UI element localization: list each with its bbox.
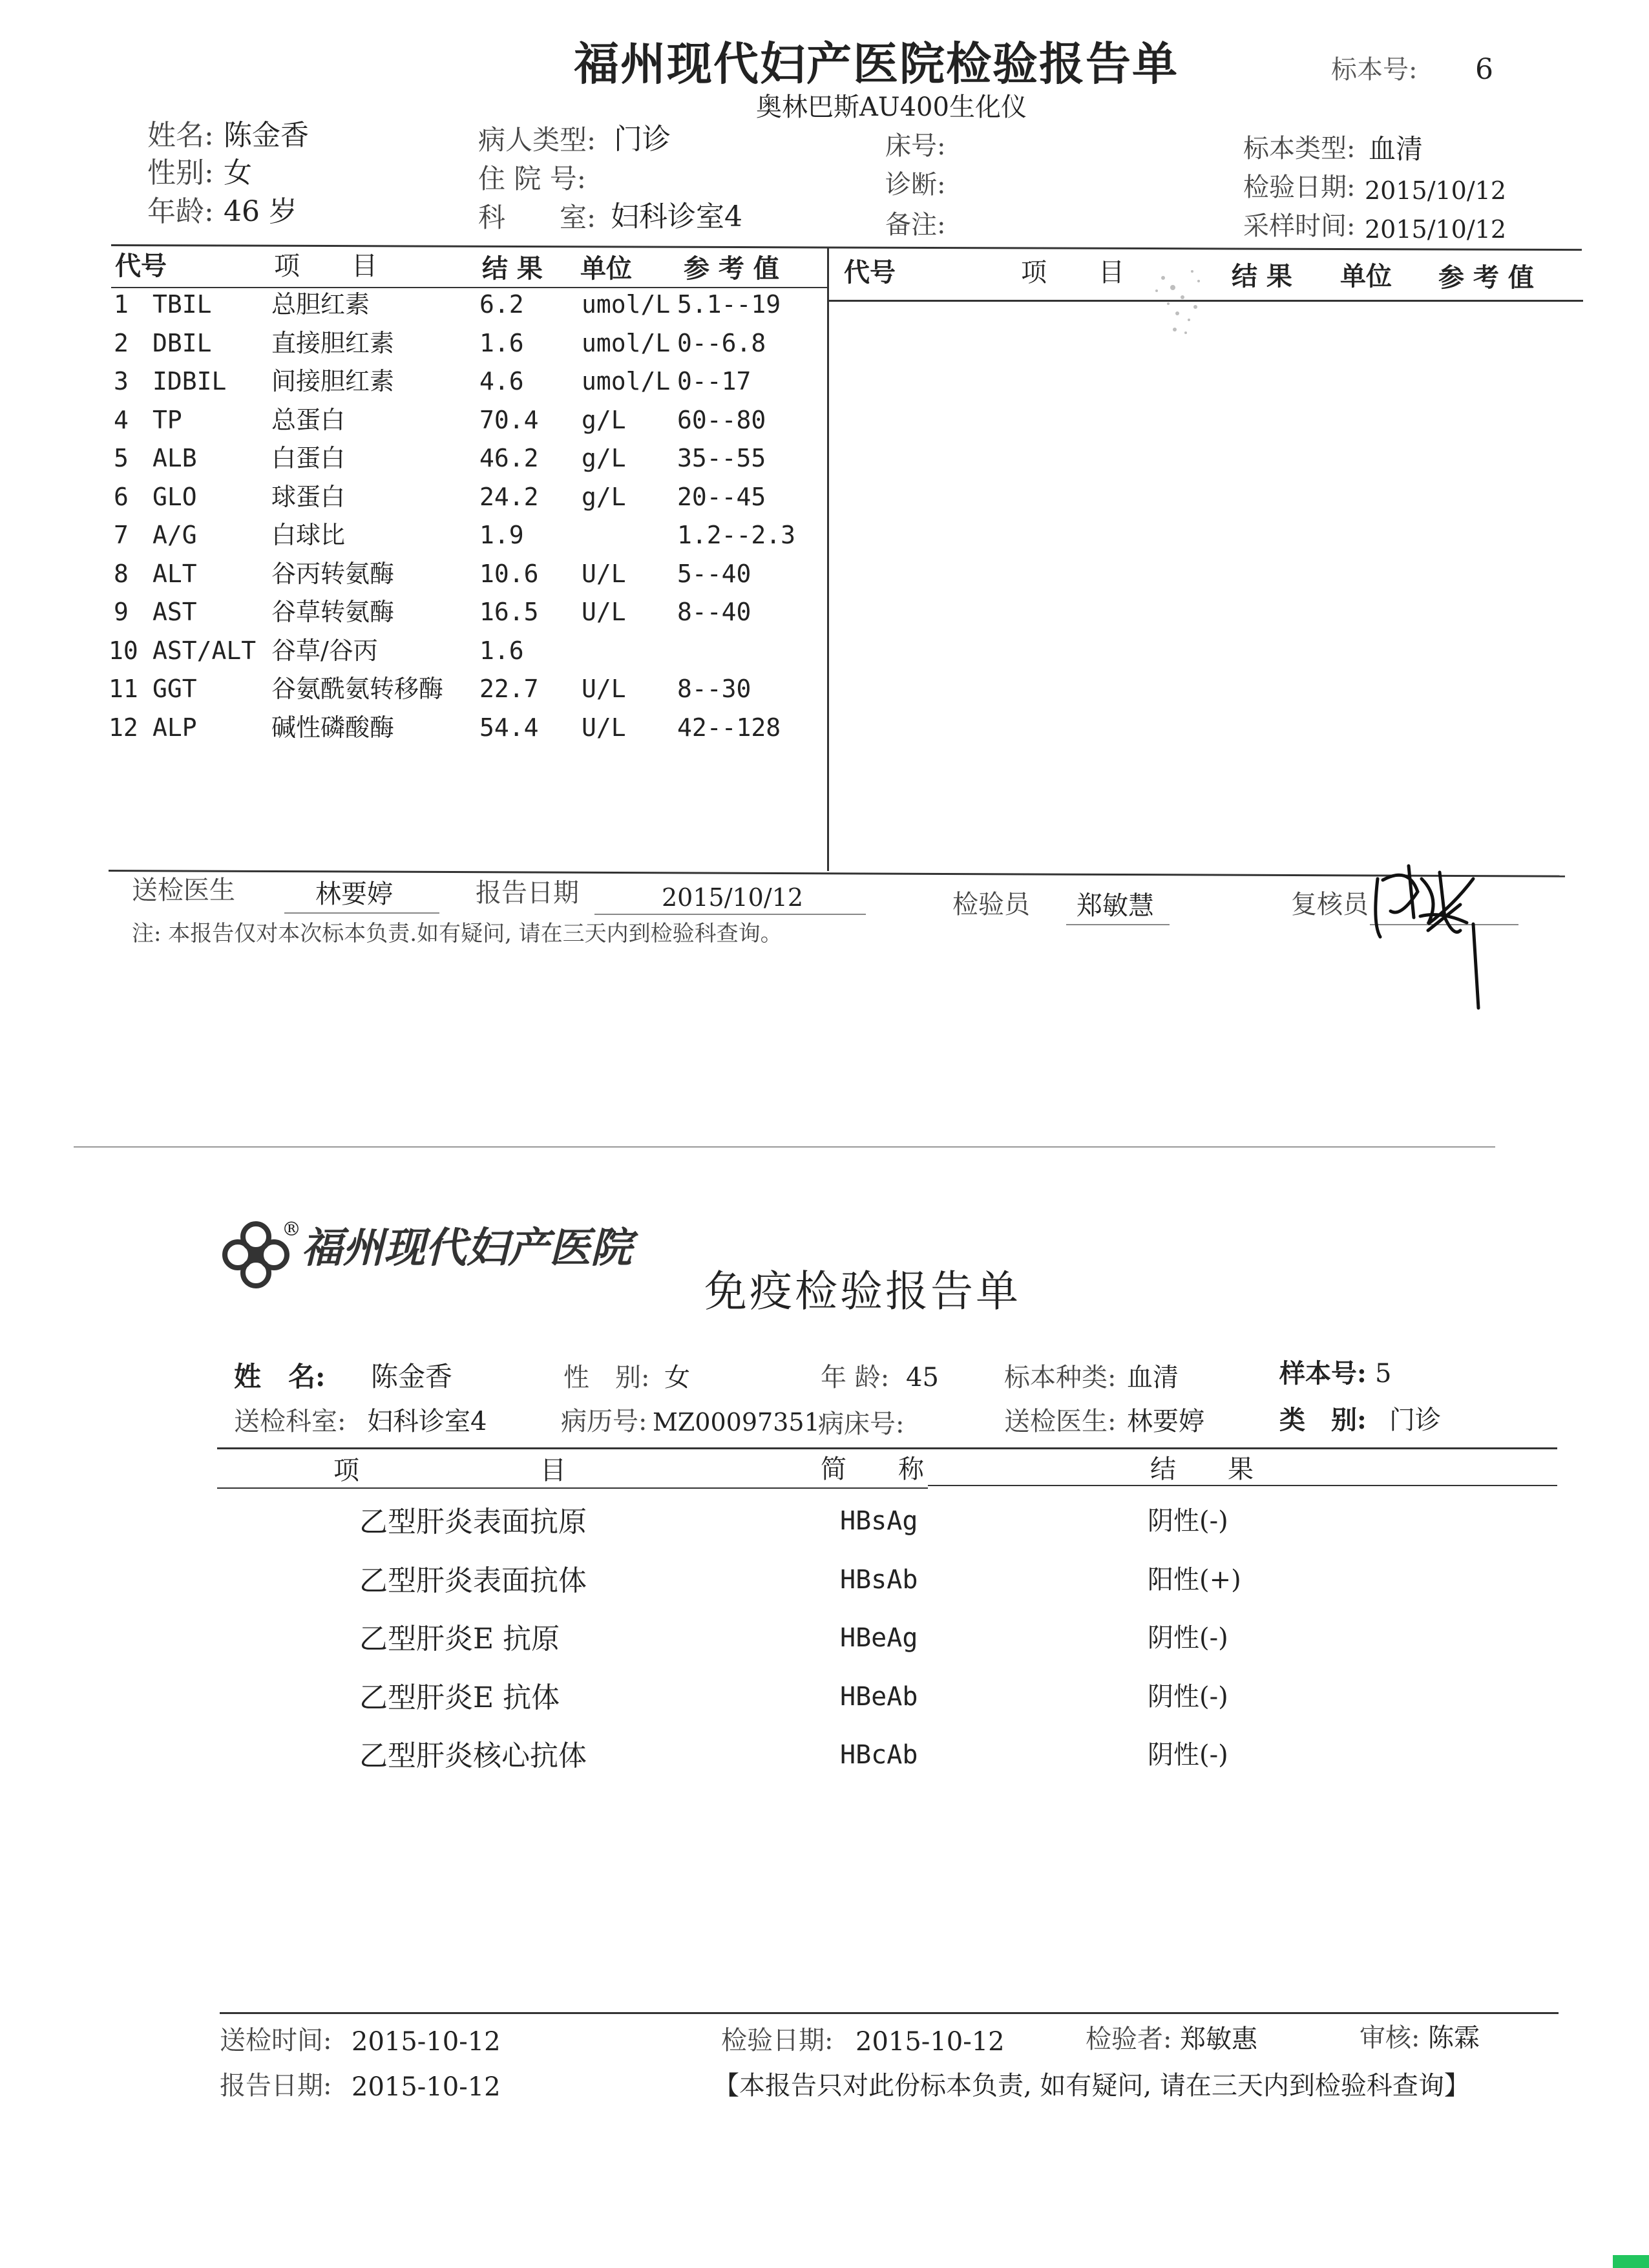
row-code: AST/ALT	[152, 636, 257, 665]
report-date-underline	[594, 914, 866, 915]
immunology-row	[0, 1622, 1649, 1677]
row-code: GGT	[152, 675, 197, 703]
row-result: 1.6	[479, 636, 524, 665]
col-code-header: 代号	[115, 251, 167, 281]
footer-rule	[109, 870, 1565, 877]
row-item: 乙型肝炎E 抗体	[359, 1681, 560, 1714]
patient-type-value: 门诊	[614, 123, 671, 156]
row-unit: umol/L	[582, 367, 671, 395]
r2-record-value: MZ00097351	[653, 1408, 820, 1436]
row-code: IDBIL	[152, 367, 227, 395]
biochem-row	[0, 523, 827, 562]
sampling-time-label: 采样时间:	[1243, 211, 1356, 241]
row-unit: g/L	[582, 444, 626, 472]
r2-report-date-value: 2015-10-12	[352, 2072, 501, 2102]
row-unit: umol/L	[582, 290, 671, 319]
table-top-rule	[111, 244, 1582, 251]
report-date-label: 报告日期	[476, 878, 579, 908]
row-result: 阴性(-)	[1148, 1506, 1228, 1536]
instrument-name: 奥林巴斯AU400生化仪	[756, 92, 1027, 122]
col-unit-header: 单位	[580, 253, 632, 284]
row-number: 8	[114, 559, 129, 588]
r2-reviewer-value: 陈霖	[1428, 2023, 1480, 2053]
corner-tag	[1613, 2255, 1649, 2268]
row-item: 乙型肝炎E 抗原	[359, 1622, 560, 1655]
row-item: 乙型肝炎表面抗体	[359, 1564, 587, 1597]
name-label: 姓名:	[147, 119, 214, 152]
table-header-rule	[111, 287, 827, 288]
row-item: 乙型肝炎表面抗原	[359, 1506, 587, 1538]
row-result: 阴性(-)	[1148, 1681, 1228, 1712]
row-code: ALB	[152, 444, 197, 472]
row-number: 2	[114, 328, 129, 357]
row-result: 6.2	[479, 290, 524, 319]
test-date-value: 2015/10/12	[1365, 176, 1507, 205]
row-code: A/G	[152, 521, 197, 549]
registered-mark: ®	[282, 1218, 301, 1241]
r2-sex-label: 性 别:	[563, 1363, 650, 1392]
row-number: 3	[114, 367, 129, 395]
tester-value: 郑敏慧	[1077, 891, 1154, 921]
r2-tester-label: 检验者:	[1086, 2024, 1172, 2054]
row-result: 16.5	[479, 598, 539, 626]
r2-sample-no-value: 5	[1375, 1359, 1392, 1389]
reviewer-label: 复核员	[1291, 890, 1369, 919]
row-item: 谷草/谷丙	[271, 636, 378, 665]
col-item-header: 项 目	[274, 251, 377, 281]
r2-dept-value: 妇科诊室4	[367, 1407, 487, 1436]
biochem-row	[0, 600, 827, 638]
hospital-logo-text: 福州现代妇产医院	[301, 1224, 632, 1272]
sex-value: 女	[224, 156, 252, 189]
doctor-value: 林要婷	[315, 879, 393, 909]
r2-col-result-header: 结 果	[1150, 1454, 1254, 1484]
col-item-header-right: 项 目	[1021, 258, 1124, 288]
row-number: 4	[114, 405, 129, 434]
name-value: 陈金香	[224, 119, 309, 152]
sampling-time-value: 2015/10/12	[1365, 215, 1507, 244]
r2-test-date-value: 2015-10-12	[856, 2027, 1005, 2057]
doctor-underline	[284, 912, 439, 914]
col-code-header-right: 代号	[844, 257, 896, 288]
immunology-row	[0, 1508, 1649, 1560]
row-ref: 1.2--2.3	[677, 521, 796, 549]
r2-reviewer-label: 审核:	[1360, 2023, 1420, 2053]
row-unit: U/L	[582, 713, 626, 742]
immunology-row	[0, 1564, 1649, 1619]
table-divider	[827, 247, 829, 871]
biochem-row	[0, 292, 827, 331]
r2-name-value: 陈金香	[371, 1361, 453, 1392]
row-abbr: HBsAg	[840, 1506, 918, 1536]
r2-doctor-value: 林要婷	[1127, 1407, 1204, 1436]
row-unit: U/L	[582, 559, 626, 588]
r2-table-top-rule	[217, 1447, 1557, 1449]
reviewer-signature	[1363, 840, 1493, 1014]
r2-test-date-label: 检验日期:	[721, 2026, 834, 2055]
row-unit: g/L	[582, 482, 626, 511]
age-value: 46 岁	[224, 195, 297, 228]
row-number: 6	[114, 482, 129, 511]
row-result: 阳性(+)	[1148, 1564, 1241, 1595]
row-item: 直接胆红素	[271, 328, 395, 357]
row-number: 10	[109, 636, 138, 665]
r2-table-header-rule	[217, 1487, 928, 1489]
row-unit: g/L	[582, 405, 626, 434]
biochem-row	[0, 482, 827, 523]
r2-send-time-value: 2015-10-12	[352, 2027, 501, 2057]
row-number: 1	[114, 290, 129, 319]
row-code: AST	[152, 598, 197, 626]
remark-label: 备注:	[885, 210, 946, 240]
r2-name-label: 姓 名:	[234, 1361, 326, 1392]
r2-specimen-value: 血清	[1127, 1363, 1179, 1392]
row-number: 5	[114, 444, 129, 472]
row-ref: 8--30	[677, 675, 751, 703]
r2-note: 【本报告只对此份标本负责, 如有疑问, 请在三天内到检验科查询】	[713, 2071, 1470, 2101]
row-code: GLO	[152, 482, 197, 511]
row-item: 总蛋白	[271, 405, 346, 434]
row-item: 总胆红素	[271, 290, 370, 319]
report-separator	[74, 1146, 1495, 1148]
immunology-row	[0, 1681, 1649, 1736]
patient-type-label: 病人类型:	[478, 124, 596, 156]
report-date-value: 2015/10/12	[662, 883, 804, 912]
row-result: 10.6	[479, 559, 539, 588]
r2-sex-value: 女	[664, 1363, 690, 1392]
row-item: 球蛋白	[271, 482, 346, 511]
row-code: DBIL	[152, 328, 212, 357]
sample-no-value: 6	[1475, 53, 1493, 86]
row-result: 4.6	[479, 367, 524, 395]
r2-tester-value: 郑敏惠	[1180, 2024, 1257, 2054]
row-ref: 0--17	[677, 367, 751, 395]
sample-no-label: 标本号:	[1331, 55, 1418, 85]
r2-sample-no-label: 样本号:	[1279, 1358, 1367, 1389]
inpatient-no-label: 住 院 号:	[478, 163, 586, 194]
row-result: 54.4	[479, 713, 539, 742]
row-abbr: HBsAb	[840, 1564, 918, 1595]
test-date-label: 检验日期:	[1243, 173, 1356, 202]
row-result: 阴性(-)	[1148, 1740, 1228, 1770]
row-result: 70.4	[479, 405, 539, 434]
biochem-row	[0, 559, 827, 600]
row-result: 1.9	[479, 521, 524, 549]
age-label: 年龄:	[147, 195, 214, 228]
r2-age-label: 年 龄:	[821, 1363, 890, 1392]
row-item: 碱性磷酸酶	[271, 713, 395, 742]
biochem-row	[0, 405, 827, 446]
row-abbr: HBeAg	[840, 1623, 918, 1653]
biochem-row	[0, 677, 827, 715]
stamp-smudge	[1137, 252, 1221, 355]
dept-value: 妇科诊室4	[611, 200, 742, 233]
tester-underline	[1066, 924, 1170, 925]
col-result-header: 结 果	[482, 253, 543, 284]
r2-record-label: 病历号:	[561, 1407, 647, 1436]
row-code: ALP	[152, 713, 197, 742]
r2-send-time-label: 送检时间:	[220, 2026, 332, 2055]
dept-label: 科 室:	[478, 202, 596, 233]
r2-bed-label: 病床号:	[818, 1409, 905, 1439]
sex-label: 性别:	[147, 156, 214, 189]
r2-age-value: 45	[906, 1363, 939, 1392]
row-ref: 20--45	[677, 482, 766, 511]
report1-note: 注: 本报告仅对本次标本负责.如有疑问, 请在三天内到检验科查询。	[132, 921, 782, 947]
r2-col-abbr-header: 简 称	[821, 1454, 924, 1484]
row-result: 24.2	[479, 482, 539, 511]
row-result: 阴性(-)	[1148, 1623, 1228, 1653]
row-result: 1.6	[479, 328, 524, 357]
r2-report-date-label: 报告日期:	[220, 2071, 332, 2101]
row-ref: 35--55	[677, 444, 766, 472]
row-unit: U/L	[582, 598, 626, 626]
specimen-type-label: 标本类型:	[1243, 134, 1356, 163]
row-ref: 42--128	[677, 713, 781, 742]
row-code: TBIL	[152, 290, 212, 319]
biochem-row	[0, 715, 827, 754]
row-result: 22.7	[479, 675, 539, 703]
row-item: 谷氨酰氨转移酶	[271, 675, 444, 703]
r2-table-header-rule-right	[928, 1485, 1557, 1486]
r2-specimen-label: 标本种类:	[1004, 1363, 1117, 1392]
r2-col-item-header: 项 目	[333, 1456, 566, 1486]
col-unit-header-right: 单位	[1340, 261, 1392, 291]
row-number: 9	[114, 598, 129, 626]
row-number: 7	[114, 521, 129, 549]
row-item: 间接胆红素	[271, 367, 395, 395]
row-abbr: HBeAb	[840, 1681, 918, 1712]
row-result: 46.2	[479, 444, 539, 472]
r2-dept-label: 送检科室:	[234, 1407, 346, 1436]
row-item: 白球比	[271, 521, 346, 549]
row-abbr: HBcAb	[840, 1740, 918, 1770]
row-unit: umol/L	[582, 328, 671, 357]
col-ref-header: 参 考 值	[684, 253, 779, 284]
immunology-row	[0, 1739, 1649, 1794]
biochem-row	[0, 446, 827, 485]
row-ref: 8--40	[677, 598, 751, 626]
row-number: 11	[109, 675, 138, 703]
r2-category-label: 类 别:	[1279, 1405, 1367, 1435]
tester-label: 检验员	[952, 890, 1030, 919]
biochem-row	[0, 369, 827, 408]
row-item: 乙型肝炎核心抗体	[359, 1739, 587, 1772]
report1-title: 福州现代妇产医院检验报告单	[574, 37, 1179, 90]
row-number: 12	[109, 713, 138, 742]
row-ref: 5--40	[677, 559, 751, 588]
row-item: 谷草转氨酶	[271, 598, 395, 626]
doctor-label: 送检医生	[132, 876, 235, 905]
col-ref-header-right: 参 考 值	[1438, 262, 1534, 293]
r2-doctor-label: 送检医生:	[1004, 1407, 1117, 1436]
row-item: 白蛋白	[271, 444, 346, 472]
row-item: 谷丙转氨酶	[271, 559, 395, 588]
row-ref: 60--80	[677, 405, 766, 434]
bed-label: 床号:	[885, 131, 946, 161]
row-code: ALT	[152, 559, 197, 588]
row-ref: 0--6.8	[677, 328, 766, 357]
row-code: TP	[152, 405, 182, 434]
row-unit: U/L	[582, 675, 626, 703]
report2-title: 免疫检验报告单	[704, 1266, 1021, 1316]
biochem-row	[0, 638, 827, 677]
specimen-type-value: 血清	[1369, 133, 1423, 165]
r2-category-value: 门诊	[1389, 1405, 1441, 1435]
diagnosis-label: 诊断:	[885, 170, 946, 200]
col-result-header-right: 结 果	[1232, 261, 1292, 291]
row-ref: 5.1--19	[677, 290, 781, 319]
biochem-row	[0, 328, 827, 370]
r2-footer-rule	[220, 2012, 1559, 2014]
